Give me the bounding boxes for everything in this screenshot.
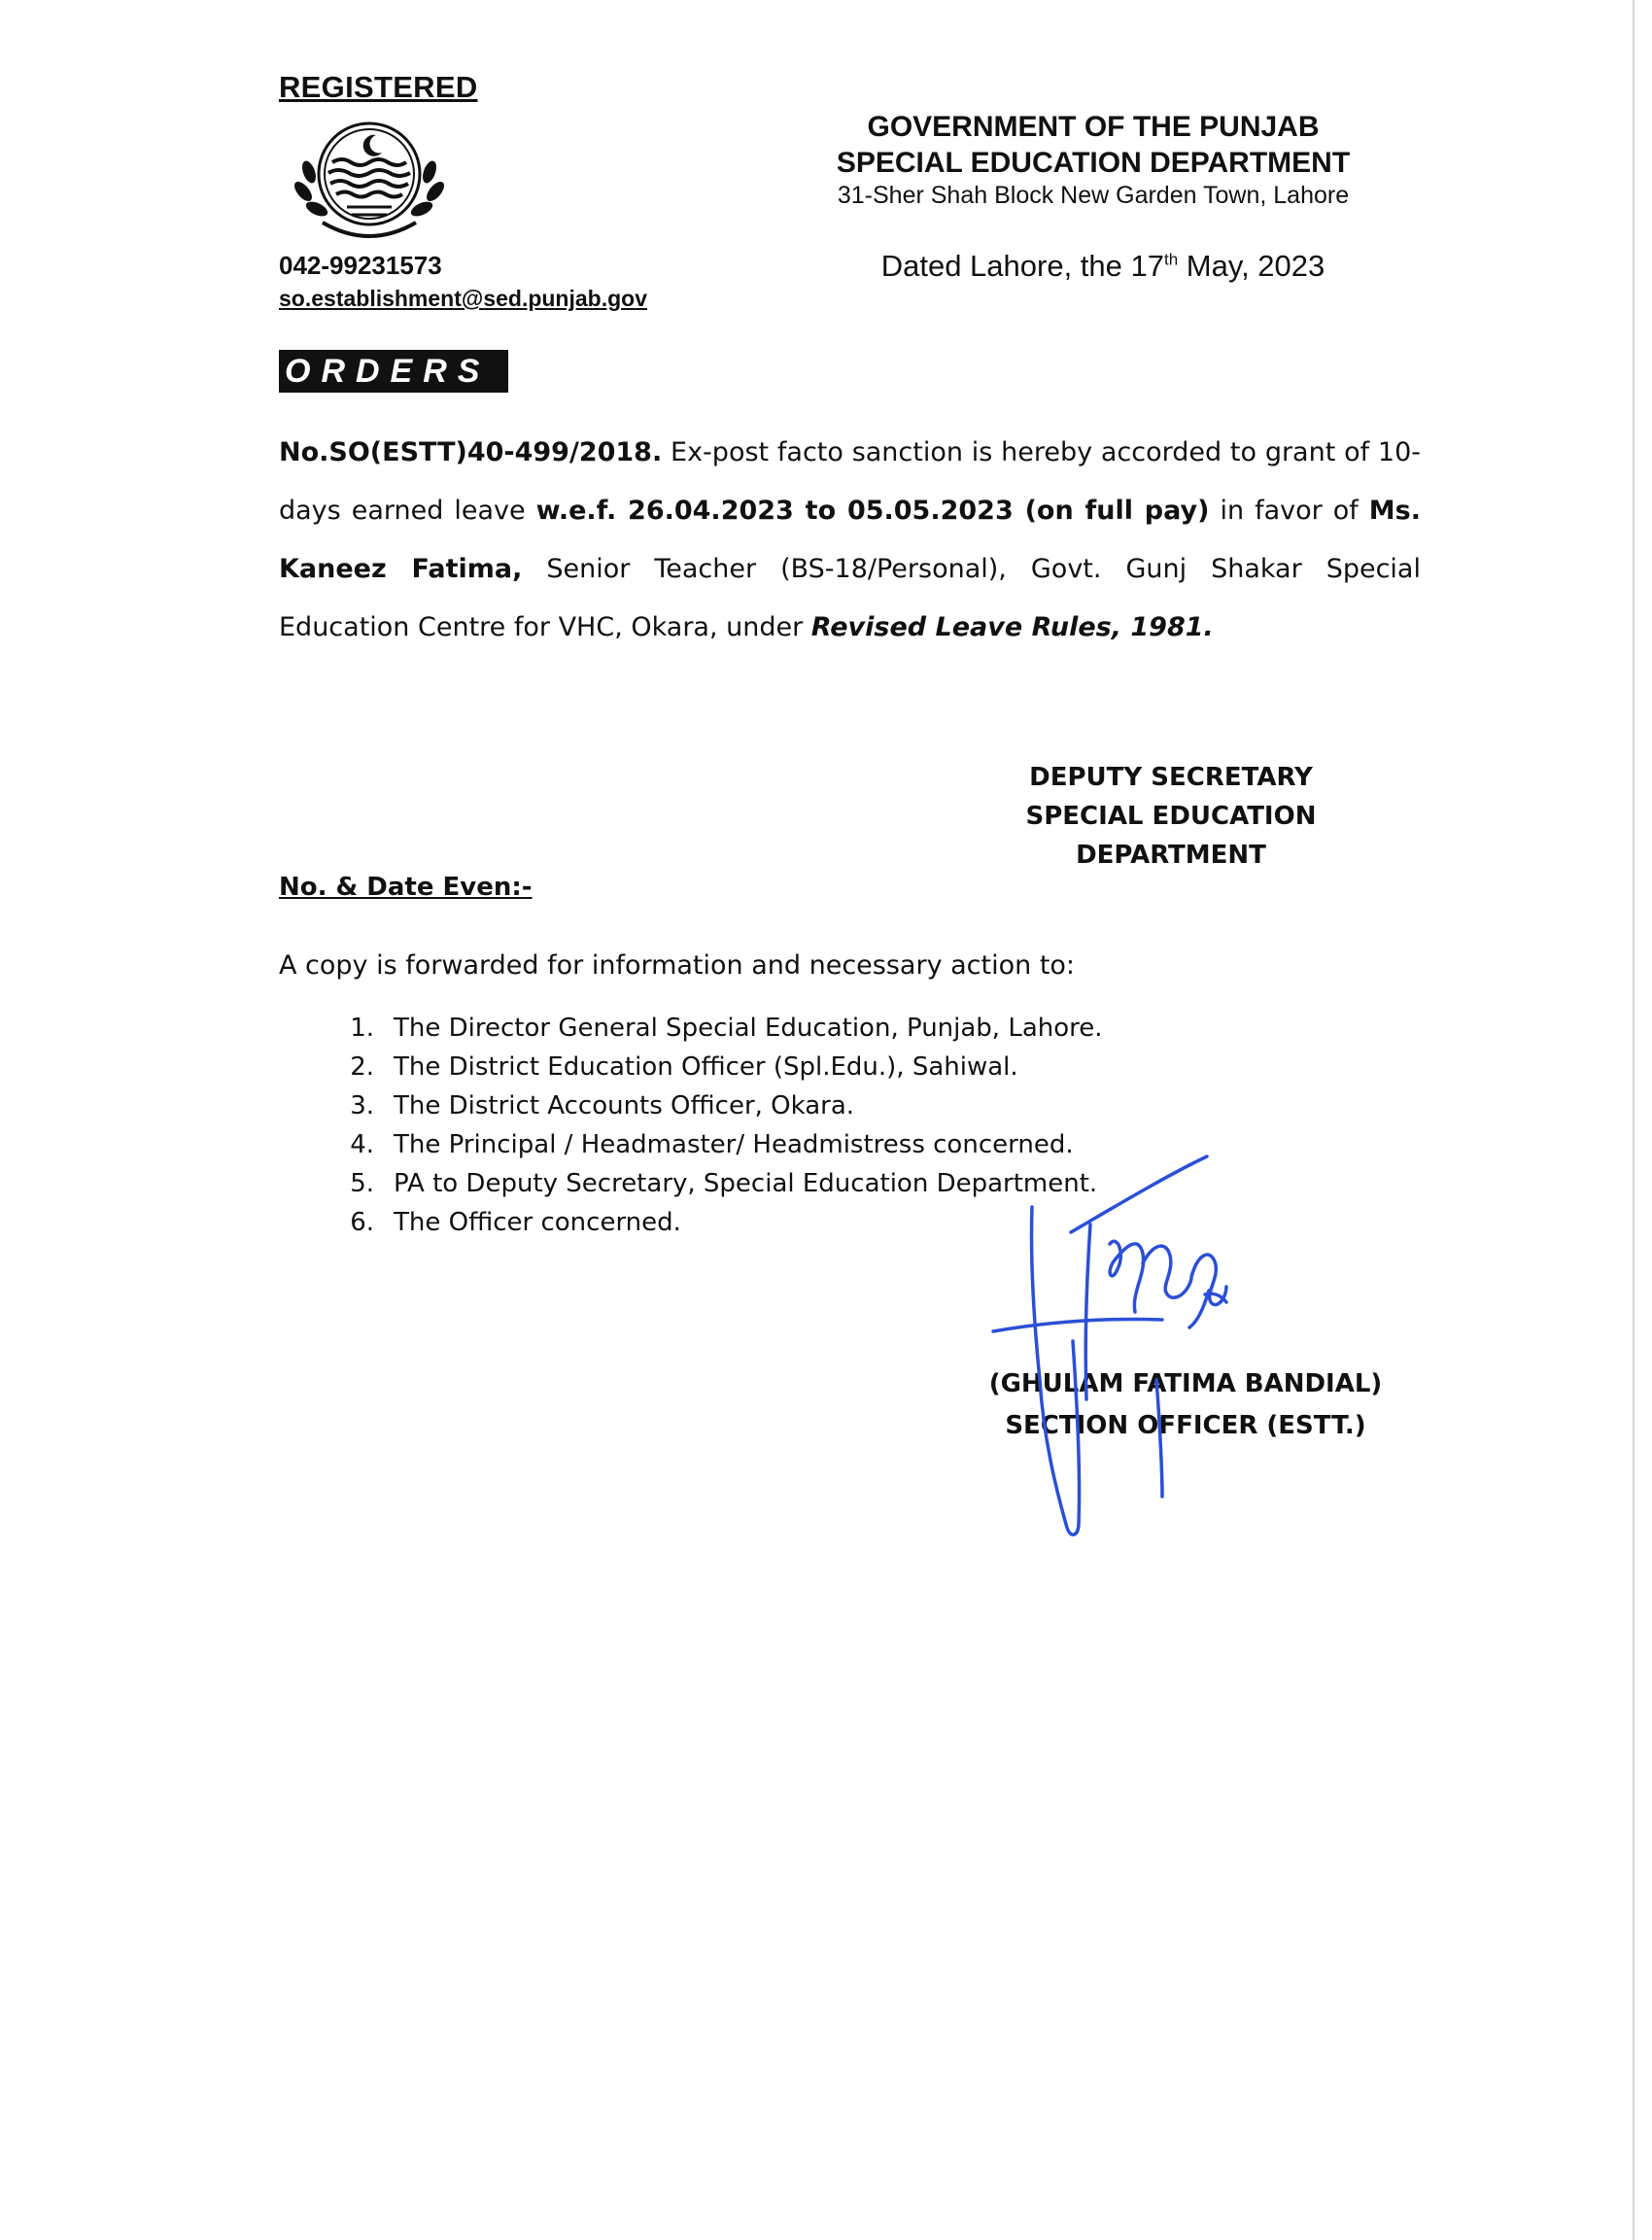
order-paragraph bbox=[279, 424, 1421, 657]
signer-title: SECTION OFFICER (ESTT.) bbox=[1005, 1411, 1366, 1440]
leave-rules: Revised Leave Rules, 1981. bbox=[810, 612, 1214, 642]
no-date-even: No. & Date Even:- bbox=[279, 873, 533, 902]
list-item: 2. The District Education Officer (Spl.Edu.), Sahiwal. bbox=[350, 1052, 1018, 1082]
order-text-2: in favor of bbox=[1209, 496, 1369, 526]
deputy-line-1: DEPUTY SECRETARY bbox=[1029, 763, 1313, 792]
order-number: No.SO(ESTT)40-499/2018. bbox=[279, 437, 663, 467]
leave-period: w.e.f. 26.04.2023 to 05.05.2023 (on full pay) bbox=[535, 496, 1210, 526]
list-item: 3. The District Accounts Officer, Okara. bbox=[350, 1091, 855, 1120]
list-item: 4. The Principal / Headmaster/ Headmistress concerned. bbox=[350, 1130, 1074, 1159]
list-item: 5. PA to Deputy Secretary, Special Education Department. bbox=[350, 1169, 1098, 1198]
order-text-3: Senior Teacher (BS-18/Personal), Govt. Gunj Shakar Special Education Centre for VHC, Okara, under bbox=[279, 554, 1421, 642]
department-address: 31-Sher Shah Block New Garden Town, Lahore bbox=[837, 182, 1350, 209]
list-item: 1. The Director General Special Education, Punjab, Lahore. bbox=[350, 1014, 1103, 1043]
order-text-1: Ex-post facto sanction is hereby accorded to grant of 10-days earned leave bbox=[279, 437, 1421, 526]
date-suffix: May, 2023 bbox=[1178, 249, 1325, 283]
deputy-line-2: SPECIAL EDUCATION bbox=[1025, 802, 1317, 831]
deputy-line-3: DEPARTMENT bbox=[1076, 841, 1266, 870]
letterhead bbox=[739, 109, 1448, 181]
date-line bbox=[739, 249, 1467, 284]
email-address: so.establishment@sed.punjab.gov bbox=[279, 286, 647, 311]
signature-scribble bbox=[972, 1147, 1283, 1555]
department-title: SPECIAL EDUCATION DEPARTMENT bbox=[836, 147, 1351, 179]
orders-heading: ORDERS bbox=[279, 350, 508, 393]
employee-name: Ms. Kaneez Fatima, bbox=[279, 496, 1421, 584]
signer-name: (GHULAM FATIMA BANDIAL) bbox=[988, 1369, 1383, 1398]
date-ordinal: th bbox=[1164, 250, 1179, 269]
phone-number: 042-99231573 bbox=[279, 251, 442, 280]
list-item: 6. The Officer concerned. bbox=[350, 1208, 681, 1237]
government-title: GOVERNMENT OF THE PUNJAB bbox=[867, 111, 1320, 143]
punjab-emblem-icon bbox=[284, 114, 455, 242]
copy-intro: A copy is forwarded for information and necessary action to: bbox=[279, 950, 1076, 981]
deputy-secretary-block bbox=[1001, 758, 1341, 875]
page-edge bbox=[1633, 0, 1635, 2240]
registered-label: REGISTERED bbox=[279, 70, 478, 104]
date-prefix: Dated Lahore, the 17 bbox=[880, 249, 1164, 283]
